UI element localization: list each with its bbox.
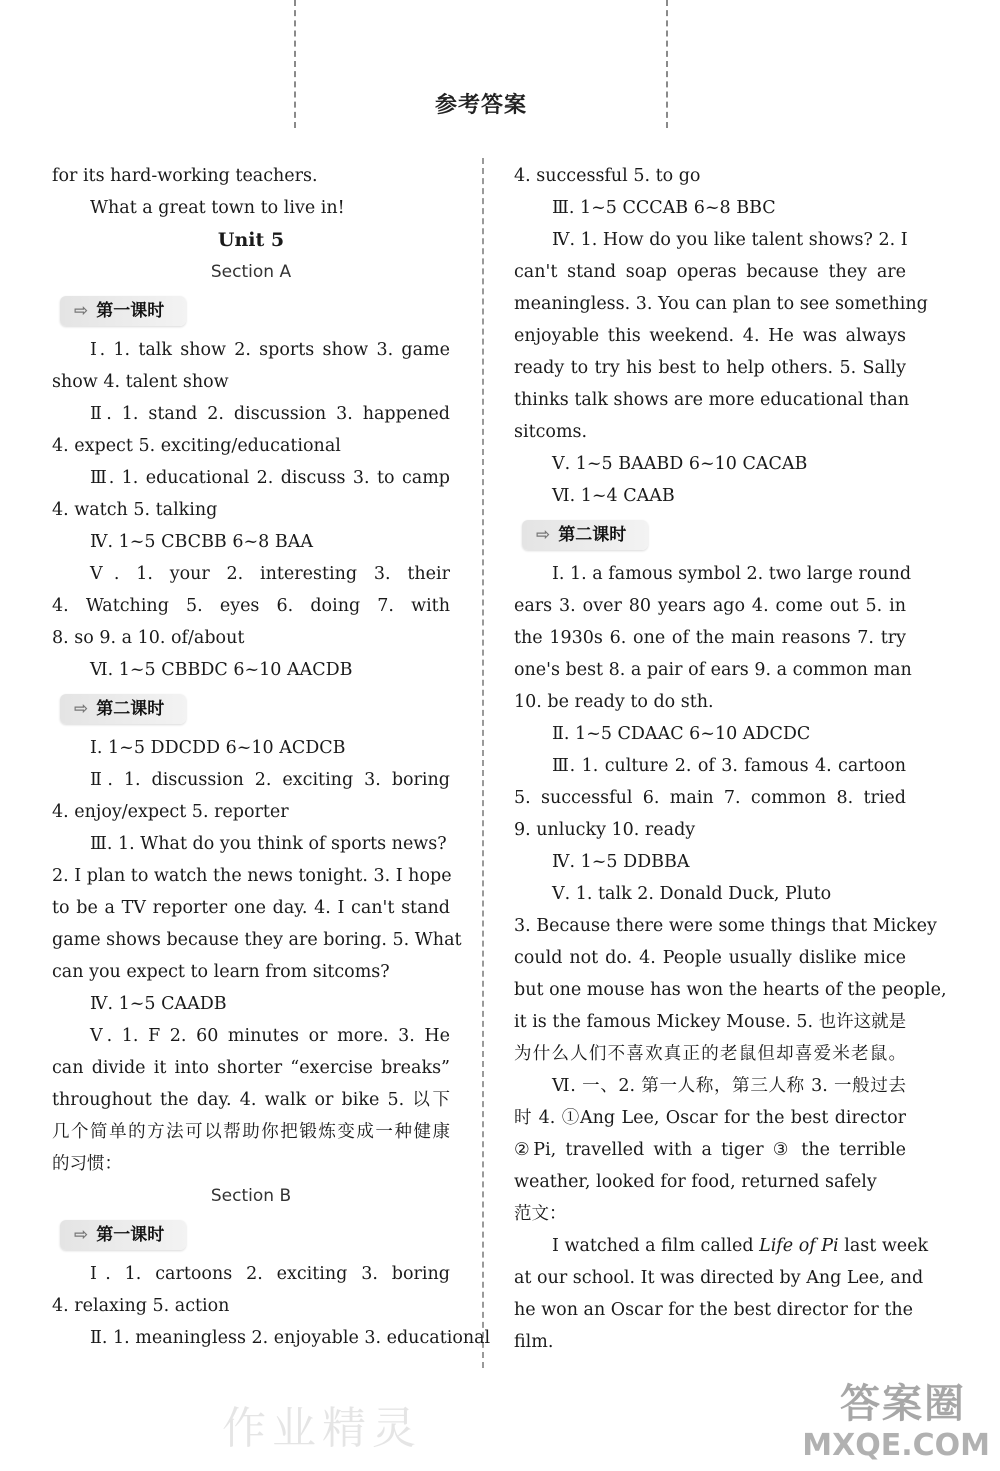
text-span: last week <box>838 1236 929 1256</box>
section-heading: Section A <box>210 262 292 282</box>
answer-line: 4. relaxing 5. action <box>52 1296 230 1316</box>
answer-line: Ⅳ. 1~5 DDBBA <box>552 852 690 872</box>
answer-line: Ⅲ. 1. culture 2. of 3. famous 4. cartoon <box>552 756 906 776</box>
answer-line: 为什么人们不喜欢真正的老鼠但却喜爱米老鼠。 <box>514 1044 906 1064</box>
answer-line: thinks talk shows are more educational than <box>514 390 910 410</box>
answer-line <box>514 1230 929 1262</box>
answer-line: 9. unlucky 10. ready <box>514 820 696 840</box>
answer-line: Ⅱ. 1. discussion 2. exciting 3. boring <box>90 770 450 790</box>
right-column <box>514 160 947 1358</box>
answer-line: 范文： <box>514 1204 567 1224</box>
answer-line: game shows because they are boring. 5. What <box>52 930 462 950</box>
lesson-badge <box>60 694 186 724</box>
answer-line: Ⅵ. 一、2. 第一人称，第三人称 3. 一般过去 <box>552 1076 906 1096</box>
answer-line: Ⅱ. 1. meaningless 2. enjoyable 3. educational <box>90 1328 491 1348</box>
answer-line: Ⅲ. 1. educational 2. discuss 3. to camp <box>90 468 450 488</box>
answer-line: meaningless. 3. You can plan to see something <box>514 294 928 314</box>
answer-line: 2. I plan to watch the news tonight. 3. I hope <box>52 866 452 886</box>
answer-line: sitcoms. <box>514 422 588 442</box>
watermark-url: MXQE.COM <box>802 1428 990 1463</box>
lesson-label: 第一课时 <box>96 301 165 321</box>
answer-line: Ⅳ. 1~5 CBCBB 6~8 BAA <box>90 532 313 552</box>
answer-line: What a great town to live in! <box>90 198 345 218</box>
lesson-heading-row <box>514 512 906 558</box>
arrow-icon: ⇨ <box>74 1225 89 1245</box>
arrow-icon: ⇨ <box>74 699 89 719</box>
answer-line: he won an Oscar for the best director for the <box>514 1300 914 1320</box>
answer-line: one's best 8. a pair of ears 9. a common man <box>514 660 912 680</box>
lesson-heading-row <box>52 288 450 334</box>
answer-line: 的习惯： <box>52 1154 122 1174</box>
answer-line: ②Pi, travelled with a tiger ③ the terrible <box>514 1140 906 1160</box>
answer-line: ears 3. over 80 years ago 4. come out 5. in <box>514 596 906 616</box>
answer-line: Ⅲ. 1. What do you think of sports news? <box>90 834 447 854</box>
answer-line: Ⅵ. 1~4 CAAB <box>552 486 675 506</box>
lesson-label: 第二课时 <box>558 525 627 545</box>
lesson-badge <box>60 296 186 326</box>
answer-line: 4. expect 5. exciting/educational <box>52 436 341 456</box>
answer-line: show 4. talent show <box>52 372 229 392</box>
arrow-icon: ⇨ <box>74 301 89 321</box>
answer-line: Ⅰ. 1. talk show 2. sports show 3. game <box>90 340 450 360</box>
answer-line: 4. enjoy/expect 5. reporter <box>52 802 289 822</box>
page-title: 参考答案 <box>434 93 527 118</box>
answer-line: to be a TV reporter one day. 4. I can't stand <box>52 898 450 918</box>
answer-line: 10. be ready to do sth. <box>514 692 714 712</box>
answer-line: can't stand soap operas because they are <box>514 262 906 282</box>
answer-line: Ⅰ. 1~5 DDCDD 6~10 ACDCB <box>90 738 346 758</box>
answer-line: enjoyable this weekend. 4. He was always <box>514 326 906 346</box>
answer-line: 几个简单的方法可以帮助你把锻炼变成一种健康 <box>52 1122 450 1142</box>
answer-line: for its hard-working teachers. <box>52 166 318 186</box>
answer-line: the 1930s 6. one of the main reasons 7. try <box>514 628 906 648</box>
answer-line: Ⅴ. 1. talk 2. Donald Duck, Pluto <box>552 884 832 904</box>
answer-line: Ⅲ. 1~5 CCCAB 6~8 BBC <box>552 198 776 218</box>
answer-line: Ⅵ. 1~5 CBBDC 6~10 AACDB <box>90 660 353 680</box>
answer-line: at our school. It was directed by Ang Lee, and <box>514 1268 924 1288</box>
answer-line: could not do. 4. People usually dislike mice <box>514 948 906 968</box>
answer-line: Ⅱ. 1. stand 2. discussion 3. happened <box>90 404 450 424</box>
answer-line: film. <box>514 1332 554 1352</box>
column-divider <box>482 158 484 1368</box>
answer-line: 时 4. ①Ang Lee, Oscar for the best director <box>514 1108 906 1128</box>
answer-line: Ⅰ. 1. cartoons 2. exciting 3. boring <box>90 1264 450 1284</box>
arrow-icon: ⇨ <box>536 525 551 545</box>
answer-line: Ⅴ. 1. your 2. interesting 3. their <box>90 564 450 584</box>
answer-line: it is the famous Mickey Mouse. 5. 也许这就是 <box>514 1012 907 1032</box>
left-column <box>52 160 491 1354</box>
answer-line: Ⅱ. 1~5 CDAAC 6~10 ADCDC <box>552 724 811 744</box>
answer-line: 8. so 9. a 10. of/about <box>52 628 245 648</box>
lesson-label: 第一课时 <box>96 1225 165 1245</box>
text-span: I watched a film called <box>552 1236 760 1256</box>
answer-line: can divide it into shorter “exercise breaks” <box>52 1058 450 1078</box>
answer-line: 4. watch 5. talking <box>52 500 218 520</box>
answer-line: ready to try his best to help others. 5. Sally <box>514 358 906 378</box>
lesson-badge <box>60 1220 186 1250</box>
lesson-label: 第二课时 <box>96 699 165 719</box>
answer-line: Ⅰ. 1. a famous symbol 2. two large round <box>552 564 912 584</box>
answer-line: throughout the day. 4. walk or bike 5. 以下 <box>52 1090 450 1110</box>
answer-line: but one mouse has won the hearts of the people, <box>514 980 947 1000</box>
lesson-heading-row <box>52 686 450 732</box>
page-header <box>294 0 668 128</box>
answer-line: 5. successful 6. main 7. common 8. tried <box>514 788 906 808</box>
lesson-badge <box>522 520 648 550</box>
watermark-stamp: 作业精灵 <box>222 1403 422 1454</box>
film-title: Life of Pi <box>759 1236 839 1256</box>
unit-heading: Unit 5 <box>217 229 285 251</box>
answer-line: Ⅴ. 1~5 BAABD 6~10 CACAB <box>552 454 808 474</box>
watermark-logo-icon: 答案圈 <box>840 1381 966 1427</box>
answer-line: 4. Watching 5. eyes 6. doing 7. with <box>52 596 450 616</box>
lesson-heading-row <box>52 1212 450 1258</box>
answer-line: weather, looked for food, returned safely <box>514 1172 877 1192</box>
section-heading: Section B <box>210 1186 292 1206</box>
answer-line: Ⅳ. 1~5 CAADB <box>90 994 227 1014</box>
answer-line: 4. successful 5. to go <box>514 166 701 186</box>
answer-line: 3. Because there were some things that Mickey <box>514 916 937 936</box>
answer-line: Ⅴ. 1. F 2. 60 minutes or more. 3. He <box>90 1026 450 1046</box>
answer-line: Ⅳ. 1. How do you like talent shows? 2. I <box>552 230 908 250</box>
answer-line: can you expect to learn from sitcoms? <box>52 962 390 982</box>
